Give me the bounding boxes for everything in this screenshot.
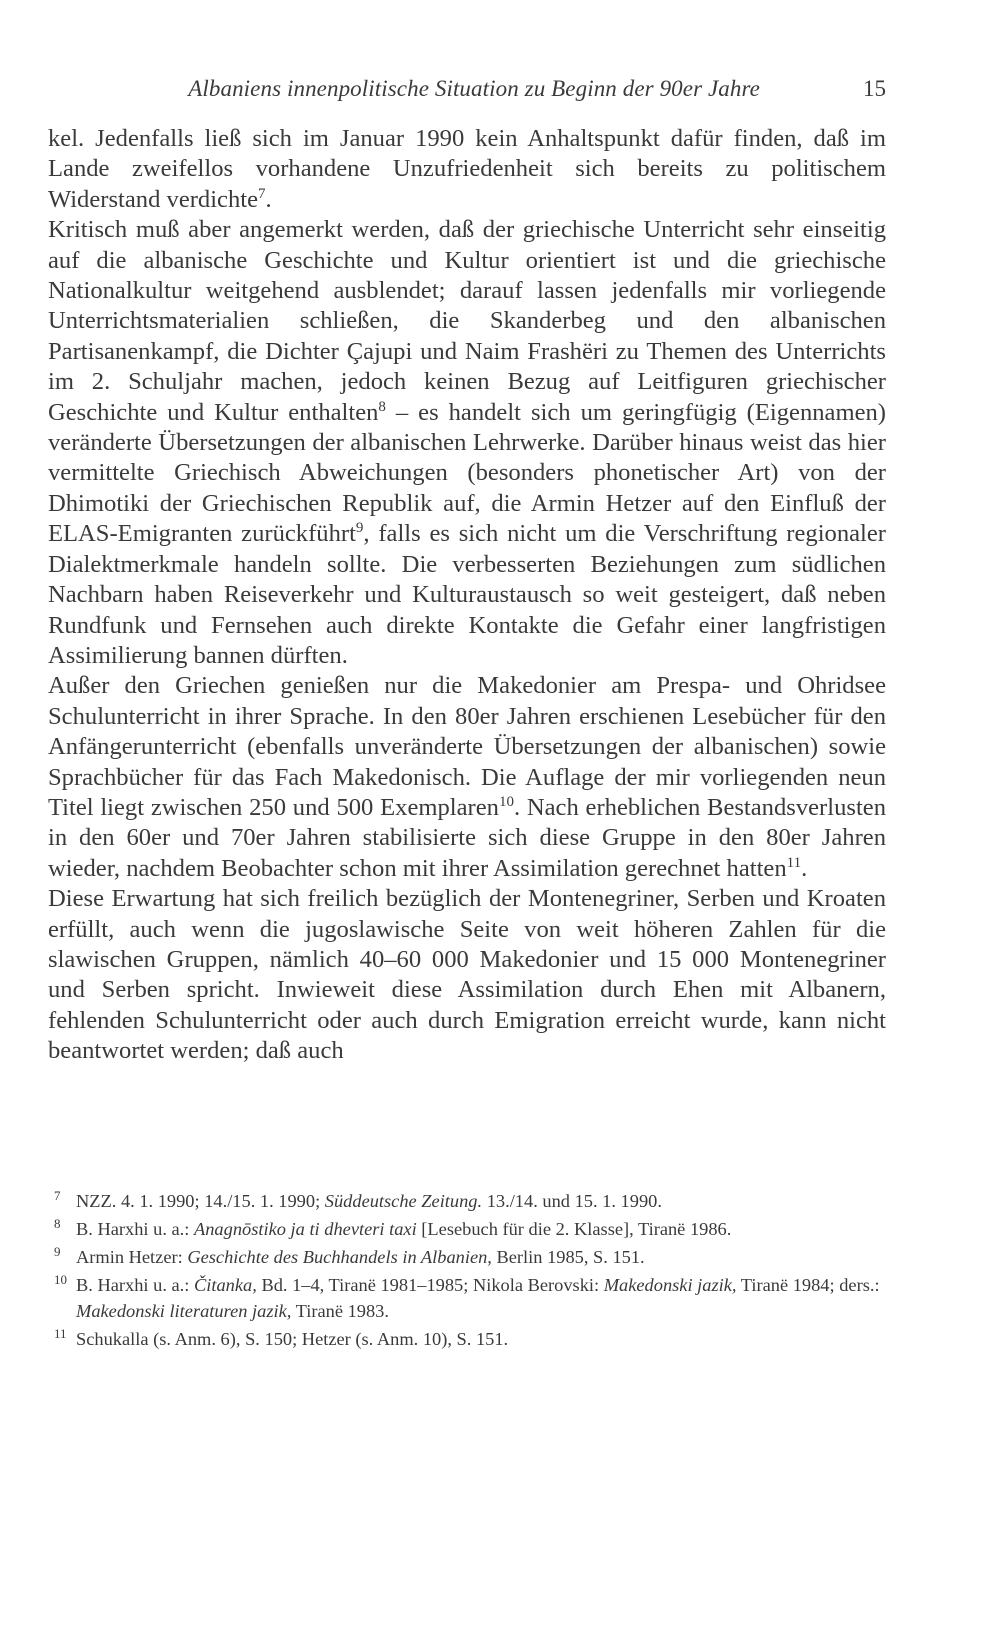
footnote-title: Makedonski jazik, (603, 1275, 737, 1295)
body-text (48, 124, 886, 1067)
footnote-text: Tiranë 1984; ders.: (736, 1275, 880, 1295)
footnote-text: [Lesebuch für die 2. Klasse], Tiranë 1986. (416, 1219, 732, 1239)
paragraph-text: – es handelt sich um geringfügig (Eigennamen) veränderte Übersetzungen der albanischen Lehrwerke. Darüber hinaus weist das hier vermittelte Griechisch Abweichungen (besonders phonetischer Art) von der Dhimotiki der Griechischen Republik auf, die Armin Hetzer auf den Einfluß der ELAS-Emigranten zurückführt (48, 398, 886, 548)
paragraph-text: kel. Jedenfalls ließ sich im Januar 1990 kein Anhaltspunkt dafür finden, daß im Lande zweifellos vorhandene Unzufriedenheit sich bereits zu politischem Widerstand verdichte (48, 125, 886, 213)
footnote-ref: 9 (355, 520, 364, 537)
paragraph-text: Außer den Griechen genießen nur die Makedonier am Prespa- und Ohridsee Schulunterricht in ihrer Sprache. In den 80er Jahren erschienen Lesebücher für den Anfängerunterricht (ebenfalls unveränderte Übersetzungen der albanischen) sowie Sprachbücher für das Fach Makedonisch. Die Auflage der mir vorliegenden neun Titel liegt zwischen 250 und 500 Exemplaren (48, 672, 886, 821)
footnote-title: Anagnōstiko ja ti dhevteri taxi (194, 1219, 417, 1239)
paragraph-text: Diese Erwartung hat sich freilich bezüglich der Montenegriner, Serben und Kroaten erfüllt, auch wenn die jugoslawische Seite von weit höheren Zahlen für die slawischen Gruppen, nämlich 40–60 000 Makedonier und 15 000 Montenegriner und Serben spricht. Inwieweit diese Assimilation durch Ehen mit Albanern, fehlenden Schulunterricht oder auch durch Emigration erreicht wurde, kann nicht beantwortet werden; daß auch (48, 885, 886, 1065)
footnote-7 (48, 1188, 886, 1214)
footnote-ref: 11 (786, 854, 802, 871)
footnote-ref: 10 (498, 793, 514, 810)
footnote-number: 9 (54, 1244, 61, 1259)
footnote-text: B. Harxhi u. a.: (76, 1219, 194, 1239)
footnote-ref: 8 (378, 398, 386, 415)
running-head (48, 76, 886, 108)
footnote-number: 10 (54, 1272, 67, 1287)
paragraph-text: . (801, 854, 808, 882)
footnote-title: Süddeutsche Zeitung. (324, 1191, 483, 1211)
footnote-title: Makedonski literaturen jazik, (76, 1301, 292, 1321)
footnote-text: B. Harxhi u. a.: (76, 1275, 194, 1295)
footnote-text: Berlin 1985, S. 151. (491, 1247, 645, 1267)
footnote-10 (48, 1272, 886, 1324)
footnote-number: 7 (54, 1188, 61, 1203)
paragraph-4 (48, 884, 886, 1066)
footnote-8 (48, 1216, 886, 1242)
paragraph-text: . Nach erheblichen Bestandsverlusten in den 60er und 70er Jahren stabilisierte sich diese Gruppe in den 80er Jahren wieder, nachdem Beobachter schon mit ihrer Assimilation gerechnet hatten (48, 793, 886, 882)
paragraph-1 (48, 124, 886, 215)
page-number: 15 (863, 76, 886, 101)
footnote-text: Schukalla (s. Anm. 6), S. 150; Hetzer (s. Anm. 10), S. 151. (76, 1329, 509, 1349)
footnote-text: 13./14. und 15. 1. 1990. (482, 1191, 662, 1211)
footnote-9 (48, 1244, 886, 1270)
paragraph-2 (48, 215, 886, 671)
footnotes (48, 1188, 886, 1354)
paragraph-3 (48, 671, 886, 884)
footnote-title: Čitanka, (194, 1275, 257, 1295)
footnote-number: 11 (54, 1326, 67, 1341)
paragraph-text: Kritisch muß aber angemerkt werden, daß der griechische Unterricht sehr einseitig auf die albanische Geschichte und Kultur orientiert ist und die griechische Nationalkultur weitgehend ausblendet; darauf lassen jedenfalls mir vorliegende Unterrichtsmaterialien schließen, die Skanderbeg und den albanischen Partisanenkampf, die Dichter Çajupi und Naim Frashëri zu Themen des Unterrichts im 2. Schuljahr machen, jedoch keinen Bezug auf Leitfiguren griechischer Geschichte und Kultur enthalten (48, 216, 886, 426)
paragraph-text: , falls es sich nicht um die Verschriftung regionaler Dialektmerkmale handeln sollte. Die verbesserten Beziehungen zum südlichen Nachbarn haben Reiseverkehr und Kulturaustausch so weit gesteigert, daß neben Rundfunk und Fernsehen auch direkte Kontakte die Gefahr einer langfristigen Assimilierung bannen dürften. (48, 520, 886, 669)
footnote-ref: 7 (258, 185, 266, 202)
footnote-text: NZZ. 4. 1. 1990; 14./15. 1. 1990; (76, 1191, 325, 1211)
running-title: Albaniens innenpolitische Situation zu Beginn der 90er Jahre (188, 76, 760, 101)
footnote-number: 8 (54, 1216, 61, 1231)
paragraph-text: . (265, 185, 272, 213)
footnote-text: Bd. 1–4, Tiranë 1981–1985; Nikola Berovski: (256, 1275, 604, 1295)
footnote-11 (48, 1326, 886, 1352)
footnote-text: Tiranë 1983. (291, 1301, 389, 1321)
footnote-title: Geschichte des Buchhandels in Albanien, (187, 1247, 492, 1267)
footnote-text: Armin Hetzer: (76, 1247, 188, 1267)
